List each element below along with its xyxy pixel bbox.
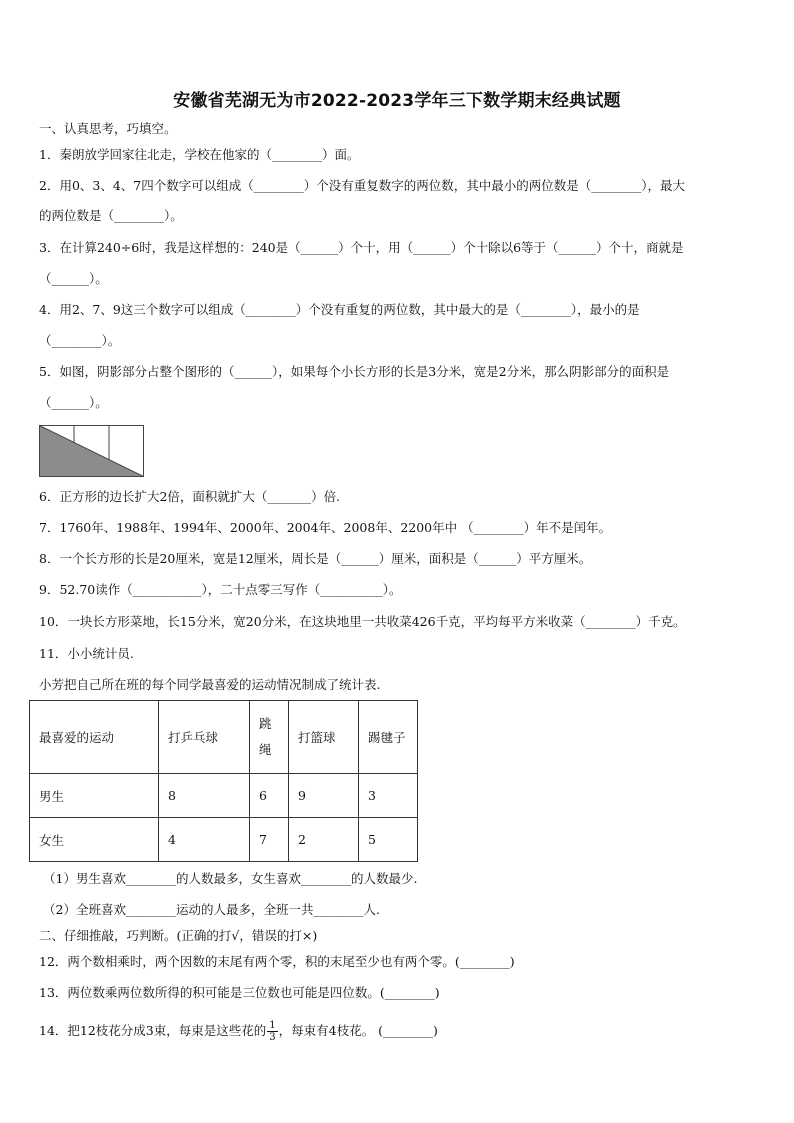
table-row bbox=[30, 774, 418, 818]
question-14-text-a: 14．把12枝花分成3束，每束是这些花的 bbox=[39, 1023, 267, 1038]
question-11: 11．小小统计员. bbox=[39, 646, 134, 661]
question-9: 9．52.70读作（___________），二十点零三写作（__________）。 bbox=[39, 582, 402, 597]
table-cell: 4 bbox=[159, 818, 250, 862]
question-2-line-2: 的两位数是（________）。 bbox=[39, 208, 183, 223]
table-header-row bbox=[30, 701, 418, 774]
table-header-cell: 打乒乓球 bbox=[159, 701, 250, 774]
table-cell: 男生 bbox=[30, 774, 159, 818]
question-13: 13．两位数乘两位数所得的积可能是三位数也可能是四位数。(________) bbox=[39, 985, 440, 1000]
table-row bbox=[30, 818, 418, 862]
shaded-rectangle-figure bbox=[39, 425, 144, 477]
fraction-denominator: 3 bbox=[269, 1032, 276, 1043]
table-cell: 9 bbox=[289, 774, 359, 818]
question-11-part-1: （1）男生喜欢________的人数最多，女生喜欢________的人数最少. bbox=[43, 871, 418, 886]
table-cell: 3 bbox=[359, 774, 418, 818]
question-6: 6．正方形的边长扩大2倍，面积就扩大（_______）倍. bbox=[39, 489, 341, 504]
table-cell: 6 bbox=[250, 774, 289, 818]
question-11-intro: 小芳把自己所在班的每个同学最喜爱的运动情况制成了统计表. bbox=[39, 677, 381, 692]
question-2-line-1: 2．用0、3、4、7四个数字可以组成（________）个没有重复数字的两位数，其中最小的两位数是（________），最大 bbox=[39, 178, 686, 193]
section-heading-1: 一、认真思考，巧填空。 bbox=[39, 121, 177, 136]
question-14 bbox=[39, 1020, 438, 1043]
question-10: 10．一块长方形菜地，长15分米，宽20分米，在这块地里一共收菜426千克，平均每平方米收菜（________）千克。 bbox=[39, 614, 686, 629]
table-header-cell: 最喜爱的运动 bbox=[30, 701, 159, 774]
question-12: 12．两个数相乘时，两个因数的末尾有两个零，积的末尾至少也有两个零。(________) bbox=[39, 954, 515, 969]
question-1: 1．秦朗放学回家往北走，学校在他家的（________）面。 bbox=[39, 147, 360, 162]
table-cell: 5 bbox=[359, 818, 418, 862]
question-4-line-2: （________）。 bbox=[39, 333, 121, 348]
sports-stats-table bbox=[29, 700, 418, 862]
table-header-cell: 踢毽子 bbox=[359, 701, 418, 774]
table-header-cell: 跳绳 bbox=[250, 701, 289, 774]
question-3-line-1: 3．在计算240÷6时，我是这样想的：240是（______）个十，用（______）个十除以6等于（______）个十，商就是 bbox=[39, 240, 684, 255]
question-14-text-b: ，每束有4枝花。 (________) bbox=[278, 1023, 438, 1038]
section-heading-2: 二、仔细推敲，巧判断。(正确的打√，错误的打×) bbox=[39, 928, 318, 943]
page-title: 安徽省芜湖无为市2022-2023学年三下数学期末经典试题 bbox=[173, 91, 621, 111]
fraction-one-third bbox=[267, 1020, 277, 1043]
question-4-line-1: 4．用2、7、9这三个数字可以组成（________）个没有重复的两位数，其中最大的是（________），最小的是 bbox=[39, 302, 640, 317]
question-3-line-2: （______）。 bbox=[39, 271, 108, 286]
question-5-line-2: （______）。 bbox=[39, 395, 108, 410]
table-cell: 女生 bbox=[30, 818, 159, 862]
fraction-numerator: 1 bbox=[269, 1020, 276, 1031]
table-header-cell: 打篮球 bbox=[289, 701, 359, 774]
table-cell: 2 bbox=[289, 818, 359, 862]
table-cell: 8 bbox=[159, 774, 250, 818]
question-11-part-2: （2）全班喜欢________运动的人最多，全班一共________人. bbox=[43, 902, 380, 917]
question-5-line-1: 5．如图，阴影部分占整个图形的（______），如果每个小长方形的长是3分米，宽是2分米，那么阴影部分的面积是 bbox=[39, 364, 670, 379]
table-cell: 7 bbox=[250, 818, 289, 862]
question-7: 7．1760年、1988年、1994年、2000年、2004年、2008年、2200年中 （________）年不是闰年。 bbox=[39, 520, 612, 535]
question-8: 8．一个长方形的长是20厘米，宽是12厘米，周长是（______）厘米，面积是（______）平方厘米。 bbox=[39, 551, 592, 566]
